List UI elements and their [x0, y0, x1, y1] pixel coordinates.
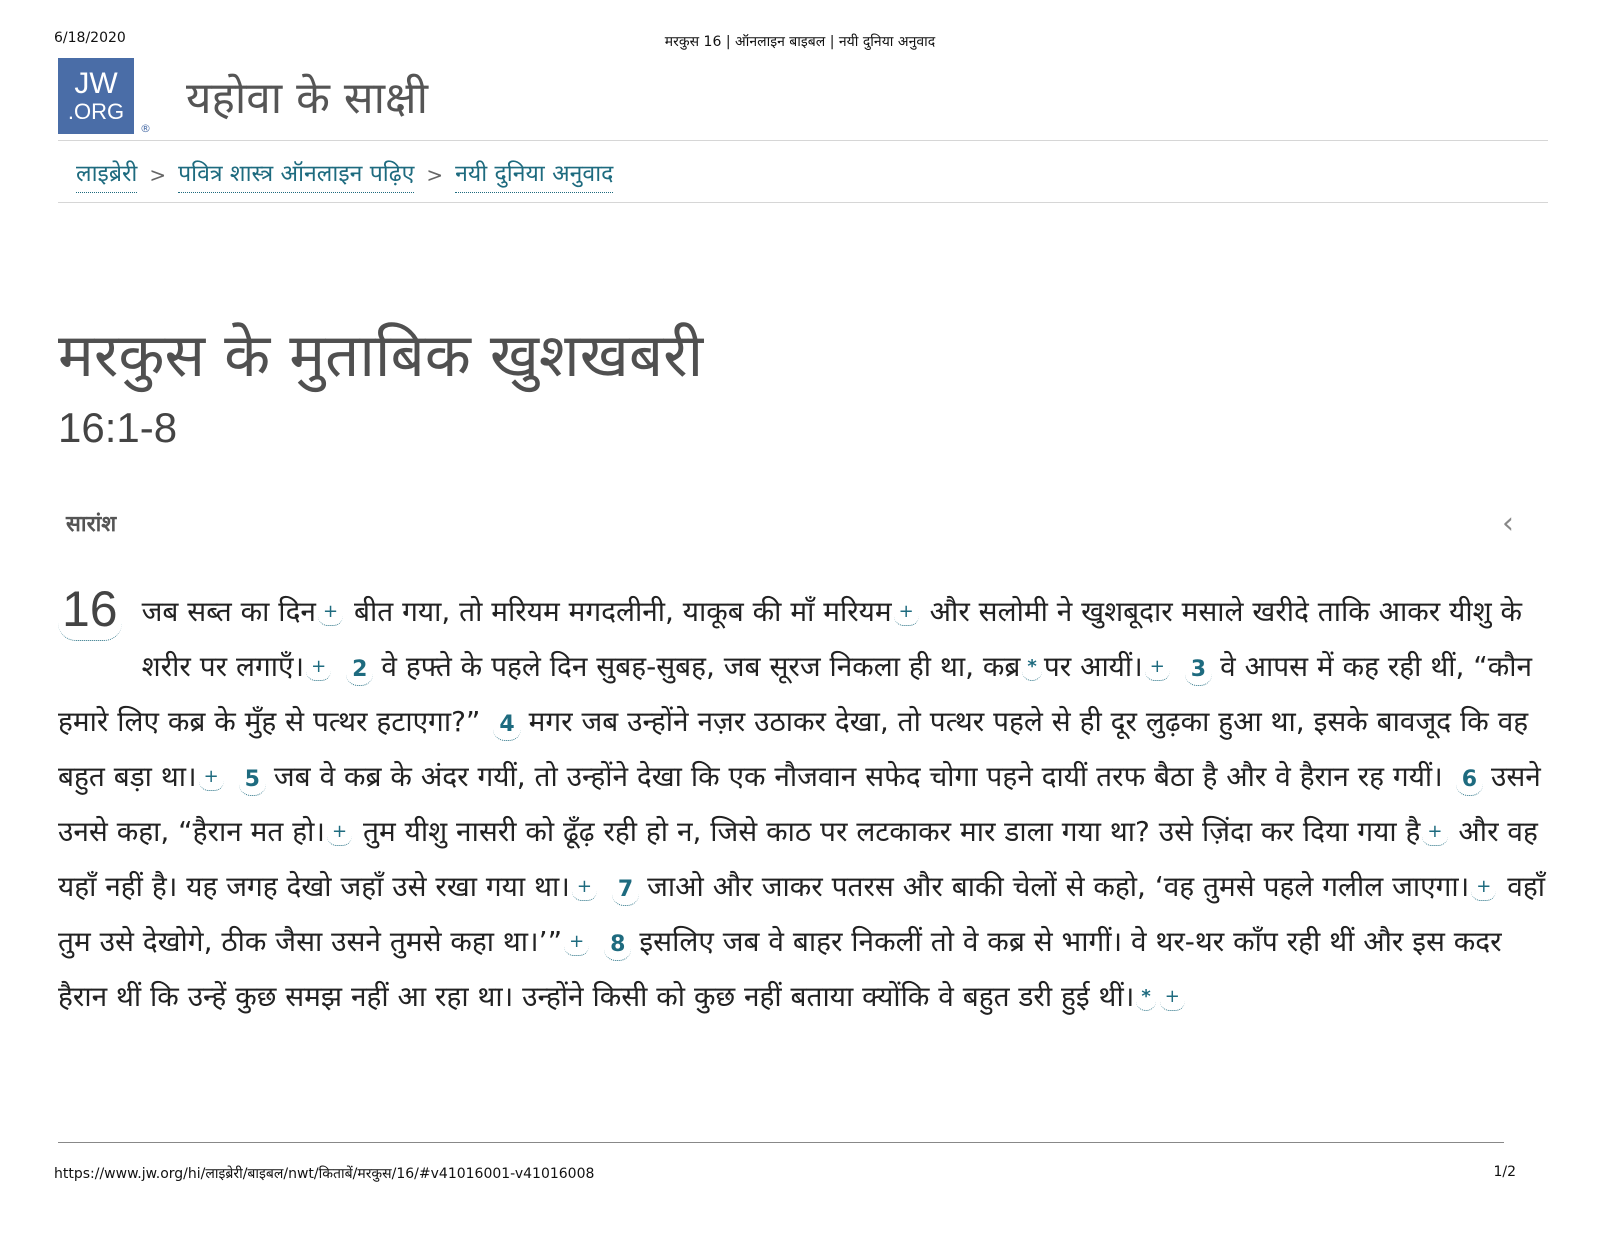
print-page-title: मरकुस 16 | ऑनलाइन बाइबल | नयी दुनिया अनुवाद — [664, 34, 936, 50]
verse-text: जाओ और जाकर पतरस और बाकी चेलों से कहो, ‘वह तुमसे पहले गलील जाएगा। — [647, 870, 1470, 903]
verse-number-6[interactable]: 6 — [1456, 769, 1483, 796]
cross-reference-marker[interactable]: + — [1471, 878, 1496, 901]
logo-text-jw: JW — [74, 67, 118, 100]
cross-reference-marker[interactable]: + — [199, 768, 224, 791]
site-name: यहोवा के साक्षी — [186, 73, 428, 124]
cross-reference-marker[interactable]: + — [327, 823, 352, 846]
chevron-left-icon[interactable]: ‹ — [1502, 506, 1514, 541]
scripture-passage — [58, 581, 1558, 1024]
print-date: 6/18/2020 — [54, 30, 126, 46]
breadcrumb-library-link[interactable]: लाइब्रेरी — [76, 156, 137, 193]
verse-text: वे हफ्ते के पहले दिन सुबह-सुबह, जब सूरज निकला ही था, कब्र — [381, 650, 1021, 683]
cross-reference-marker[interactable]: + — [564, 933, 589, 956]
verse-text: बीत गया, तो मरियम मगदलीनी, याकूब की माँ मरियम — [353, 595, 892, 628]
verse-number-2[interactable]: 2 — [346, 659, 373, 686]
breadcrumb-read-online-link[interactable]: पवित्र शास्त्र ऑनलाइन पढ़िए — [178, 156, 414, 193]
breadcrumb-divider — [58, 202, 1548, 203]
page-number: 1/2 — [1493, 1164, 1516, 1180]
page-url: https://www.jw.org/hi/लाइब्रेरी/बाइबल/nwt/किताबें/मरकुस/16/#v41016001-v41016008 — [54, 1166, 595, 1182]
footnote-marker[interactable]: * — [1136, 988, 1155, 1011]
verse-text: मगर जब उन्होंने नज़र उठाकर देखा, तो पत्थर पहले से ही दूर लुढ़का हुआ था, इसके बावजूद कि वह बहुत बड़ा था। — [58, 705, 1529, 793]
verse-number-8[interactable]: 8 — [604, 934, 631, 961]
verse-text: उसने उनसे कहा, “हैरान मत हो। — [58, 760, 1541, 848]
cross-reference-marker[interactable]: + — [572, 878, 597, 901]
verse-text: इसलिए जब वे बाहर निकलीं तो वे कब्र से भागीं। वे थर-थर काँप रही थीं और इस कदर हैरान थीं कि उन्हें कुछ समझ नहीं आ रहा था। उन्होंने किसी को कुछ नहीं बताया क्योंकि वे बहुत डरी हुई थीं। — [58, 925, 1502, 1013]
breadcrumb-new-world-translation-link[interactable]: नयी दुनिया अनुवाद — [455, 156, 613, 193]
cross-reference-marker[interactable]: + — [1145, 658, 1170, 681]
jw-org-logo[interactable] — [58, 58, 134, 134]
breadcrumb-separator: > — [149, 162, 167, 187]
cross-reference-marker[interactable]: + — [1422, 823, 1447, 846]
verse-text: जब वे कब्र के अंदर गयीं, तो उन्होंने देखा कि एक नौजवान सफेद चोगा पहने दायीं तरफ बैठा है और वे हैरान रह गयीं। — [273, 760, 1443, 793]
logo-text-org: .ORG — [67, 99, 125, 124]
book-title: मरकुस के मुताबिक खुशखबरी — [58, 321, 704, 391]
cross-reference-marker[interactable]: + — [318, 603, 343, 626]
breadcrumb-separator: > — [426, 162, 444, 187]
verse-text: वहाँ तुम उसे देखोगे, ठीक जैसा उसने तुमसे कहा था।’” — [58, 870, 1545, 958]
cross-reference-marker[interactable]: + — [1160, 988, 1185, 1011]
chapter-number-link[interactable]: 16 — [58, 584, 122, 641]
registered-mark: ® — [140, 122, 151, 135]
verse-number-3[interactable]: 3 — [1185, 659, 1212, 686]
verse-number-7[interactable]: 7 — [612, 879, 639, 906]
footer-divider — [58, 1142, 1504, 1143]
footnote-marker[interactable]: * — [1022, 658, 1041, 681]
verse-text: पर आयीं। — [1043, 650, 1143, 683]
breadcrumb — [76, 156, 613, 193]
verse-text: वे आपस में कह रही थीं, “कौन हमारे लिए कब्र के मुँह से पत्थर हटाएगा?” — [58, 650, 1533, 738]
summary-label: सारांश — [66, 512, 117, 537]
cross-reference-marker[interactable]: + — [894, 603, 919, 626]
verse-number-5[interactable]: 5 — [239, 769, 266, 796]
verse-text: और वह यहाँ नहीं है। यह जगह देखो जहाँ उसे रखा गया था। — [58, 815, 1538, 903]
verse-text: तुम यीशु नासरी को ढूँढ़ रही हो न, जिसे काठ पर लटकाकर मार डाला गया था? उसे ज़िंदा कर दिया गया है — [363, 815, 1421, 848]
cross-reference-marker[interactable]: + — [306, 658, 331, 681]
verse-text: जब सब्त का दिन — [141, 595, 316, 628]
header-divider — [58, 140, 1548, 141]
chapter-reference: 16:1-8 — [58, 404, 178, 451]
verse-text: और सलोमी ने खुशबूदार मसाले खरीदे ताकि आकर यीशु के शरीर पर लगाएँ। — [141, 595, 1523, 683]
verse-number-4[interactable]: 4 — [493, 714, 520, 741]
